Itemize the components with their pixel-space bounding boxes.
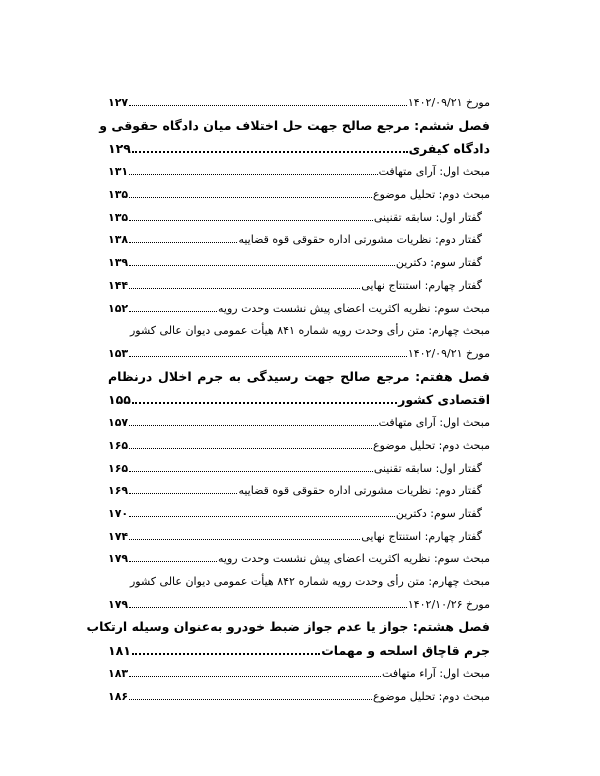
entry-title: مبحث سوم: نظریه اکثریت اعضای پیش نشست وحدت رویه <box>218 301 490 315</box>
entry-title: مبحث دوم: تحلیل موضوع <box>373 188 490 202</box>
page-number: ۱۸۱ <box>108 643 131 659</box>
dot-leader <box>129 561 217 562</box>
page-number: ۱۲۹ <box>108 141 131 157</box>
dot-leader <box>129 539 360 540</box>
table-of-contents <box>86 92 490 709</box>
entry-title: مبحث اول: آرای متهافت <box>378 416 490 430</box>
dot-leader <box>129 493 237 494</box>
toc-entry[interactable] <box>108 92 490 115</box>
dot-leader <box>129 471 373 472</box>
page-number: ۱۳۸ <box>108 233 129 247</box>
entry-title: گفتار اول: سابقه تقنینی <box>373 461 482 475</box>
dot-leader <box>129 311 217 312</box>
entry-title: گفتار دوم: نظریات مشورتی اداره حقوقی قوه قضاییه <box>238 484 482 498</box>
toc-entry[interactable] <box>108 161 490 184</box>
chapter-6-heading[interactable]: فصل ششم: مرجع صالح جهت حل اختلاف میان دادگاه حقوقی و <box>99 117 490 133</box>
dot-leader <box>129 197 372 198</box>
chapter-title-end: اقتصادی کشور <box>398 392 490 408</box>
dot-leader <box>129 105 407 106</box>
toc-entry[interactable] <box>108 275 490 298</box>
page-number: ۱۳۱ <box>108 165 129 179</box>
chapter-title-end: دادگاه کیفری <box>408 141 490 157</box>
toc-entry[interactable] <box>108 548 490 571</box>
toc-entry[interactable] <box>108 229 490 252</box>
toc-entry[interactable] <box>108 458 490 481</box>
dot-leader <box>129 242 237 243</box>
chapter-6-heading-end[interactable] <box>108 137 490 161</box>
entry-title: مورخ ۱۴۰۲/۰۹/۲۱ <box>407 346 490 360</box>
toc-entry[interactable] <box>108 435 490 458</box>
entry-title: گفتار چهارم: استنتاج نهایی <box>361 529 482 543</box>
dot-leader <box>132 653 320 655</box>
dot-leader <box>129 174 377 175</box>
dot-leader <box>129 288 360 289</box>
entry-title: گفتار اول: سابقه تقنینی <box>373 210 482 224</box>
toc-entry-text[interactable]: مبحث چهارم: متن رأی وحدت رویه شماره ۸۴۱ هیأت عمومی دیوان عالی کشور <box>130 324 490 338</box>
page-number: ۱۸۳ <box>108 667 129 681</box>
page-number: ۱۲۷ <box>108 96 129 109</box>
chapter-8-heading-end[interactable] <box>108 639 490 663</box>
entry-title: گفتار دوم: نظریات مشورتی اداره حقوقی قوه قضاییه <box>238 233 482 247</box>
entry-title: مورخ ۱۴۰۲/۱۰/۲۶ <box>407 597 490 611</box>
entry-title: مبحث اول: آرای متهافت <box>378 165 490 179</box>
chapter-title-end: جرم قاچاق اسلحه و مهمات <box>321 643 490 659</box>
page-number: ۱۳۵ <box>108 188 129 202</box>
page-number: ۱۵۷ <box>108 416 129 430</box>
toc-entry-text[interactable]: مبحث چهارم: متن رأی وحدت رویه شماره ۸۴۲ هیأت عمومی دیوان عالی کشور <box>130 575 490 589</box>
toc-entry[interactable] <box>108 686 490 709</box>
toc-entry[interactable] <box>108 526 490 549</box>
toc-entry[interactable] <box>108 343 490 366</box>
toc-entry[interactable] <box>108 503 490 526</box>
page-number: ۱۷۴ <box>108 529 129 543</box>
entry-title: مبحث دوم: تحلیل موضوع <box>373 438 490 452</box>
page-number: ۱۳۹ <box>108 256 129 270</box>
page-number: ۱۶۹ <box>108 484 129 498</box>
dot-leader <box>129 699 372 700</box>
dot-leader <box>132 402 397 404</box>
dot-leader <box>129 425 377 426</box>
entry-title: گفتار سوم: دکترین <box>395 256 482 270</box>
page-number: ۱۸۶ <box>108 689 129 703</box>
dot-leader <box>129 607 407 608</box>
entry-title: مبحث سوم: نظریه اکثریت اعضای پیش نشست وحدت رویه <box>218 552 490 566</box>
page-number: ۱۴۴ <box>108 278 129 292</box>
page-number: ۱۷۹ <box>108 597 129 611</box>
entry-title: مورخ ۱۴۰۲/۰۹/۲۱ <box>407 96 490 109</box>
chapter-7-heading[interactable]: فصل هفتم: مرجع صالح جهت رسیدگی به جرم اخلال درنظام <box>108 368 490 384</box>
entry-title: مبحث اول: آراء متهافت <box>382 667 490 681</box>
toc-entry[interactable] <box>108 594 490 617</box>
dot-leader <box>129 265 395 266</box>
dot-leader <box>129 220 373 221</box>
dot-leader <box>129 448 372 449</box>
dot-leader <box>129 676 381 677</box>
toc-entry[interactable] <box>108 298 490 321</box>
page-number: ۱۷۹ <box>108 552 129 566</box>
entry-title: گفتار سوم: دکترین <box>395 507 482 520</box>
chapter-7-heading-end[interactable] <box>108 388 490 412</box>
page-number: ۱۵۲ <box>108 301 129 315</box>
entry-title: مبحث دوم: تحلیل موضوع <box>373 689 490 703</box>
toc-entry[interactable] <box>108 480 490 503</box>
toc-entry[interactable] <box>108 412 490 435</box>
toc-entry[interactable] <box>108 207 490 230</box>
toc-entry[interactable] <box>108 184 490 207</box>
dot-leader <box>129 356 407 357</box>
page-number: ۱۵۳ <box>108 346 129 360</box>
page-number: ۱۶۵ <box>108 461 129 475</box>
entry-title: گفتار چهارم: استنتاج نهایی <box>361 278 482 292</box>
toc-entry[interactable] <box>108 252 490 275</box>
page-number: ۱۶۵ <box>108 438 129 452</box>
page-number: ۱۵۵ <box>108 392 131 408</box>
chapter-8-heading[interactable]: فصل هشتم: جواز یا عدم جواز ضبط خودرو به‌عنوان وسیله ارتکاب <box>86 619 490 635</box>
dot-leader <box>132 151 408 153</box>
dot-leader <box>129 516 395 517</box>
toc-entry[interactable] <box>108 663 490 686</box>
page-number: ۱۷۰ <box>108 507 129 520</box>
page-number: ۱۳۵ <box>108 210 129 224</box>
